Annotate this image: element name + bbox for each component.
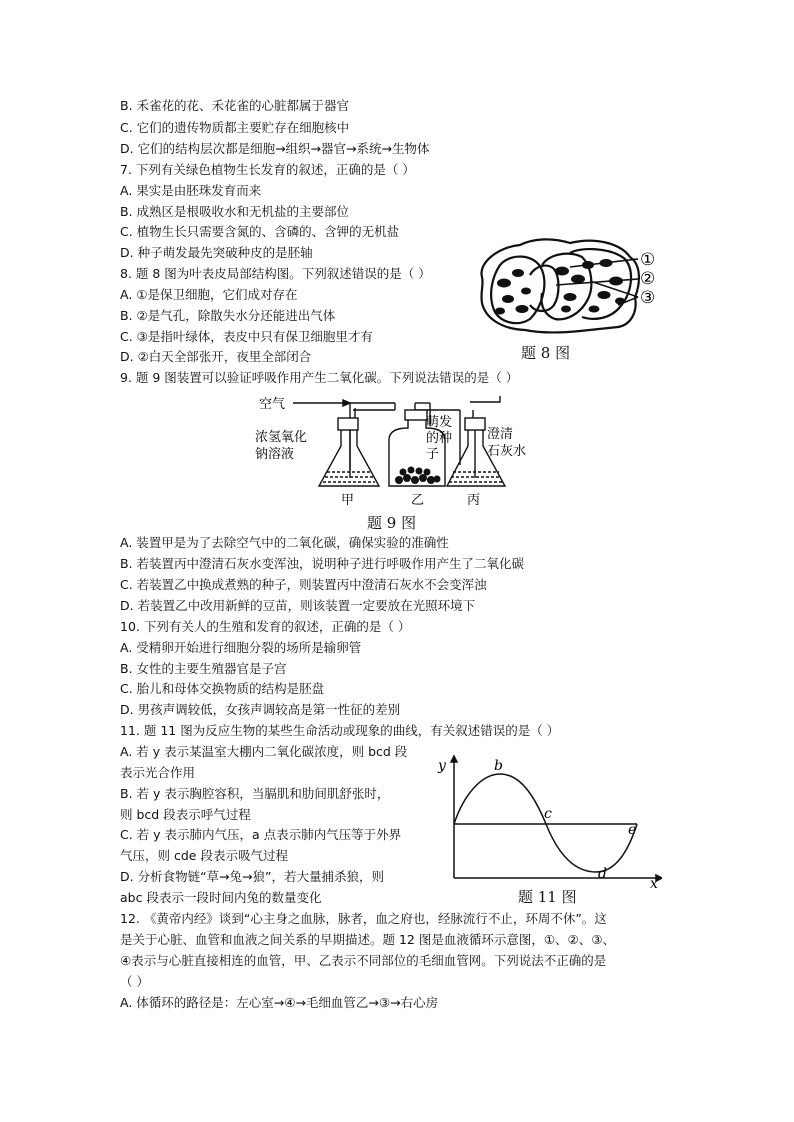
question-12-option-a: A. 体循环的路径是：左心室→④→毛细血管乙→③→右心房 bbox=[120, 995, 439, 1010]
right-solution-line1: 澄清 bbox=[487, 427, 514, 442]
question-11-option-d-line1: D. 分析食物链“草→兔→狼”，若大量捕杀狼，则 bbox=[120, 869, 384, 884]
seed-label-line2: 的种 bbox=[426, 431, 453, 446]
question-12-line3: ④表示与心脏直接相连的血管，甲、乙表示不同部位的毛细血管网。下列说法不正确的是 bbox=[120, 953, 607, 968]
bottle-yi-label: 乙 bbox=[411, 493, 425, 508]
point-b-label: b bbox=[494, 758, 503, 774]
left-solution-line1: 浓氢氧化 bbox=[255, 430, 308, 445]
air-label: 空气 bbox=[259, 397, 286, 412]
figure-8-label-3: ③ bbox=[640, 288, 656, 308]
question-8-option-a: A. ①是保卫细胞，它们成对存在 bbox=[120, 287, 298, 302]
question-11-option-d-line2: abc 段表示一段时间内兔的数量变化 bbox=[120, 890, 322, 905]
question-9-stem: 9. 题 9 图装置可以验证呼吸作用产生二氧化碳。下列说法错误的是（ ） bbox=[120, 370, 519, 385]
right-solution-line2: 石灰水 bbox=[487, 444, 527, 459]
figure-8-caption: 题 8 图 bbox=[521, 344, 571, 362]
flask-bing-label: 丙 bbox=[467, 493, 481, 508]
question-11-option-c-line1: C. 若 y 表示肺内气压，a 点表示肺内气压等于外界 bbox=[120, 827, 402, 842]
option-c-text: C. 它们的遗传物质都主要贮存在细胞核中 bbox=[120, 120, 350, 135]
flask-jia-label: 甲 bbox=[341, 493, 355, 508]
question-11-option-b-line1: B. 若 y 表示胸腔容积，当膈肌和肋间肌舒张时， bbox=[120, 786, 390, 801]
point-e-label: e bbox=[628, 822, 637, 838]
x-axis-label: x bbox=[650, 876, 658, 889]
question-7-option-d: D. 种子萌发最先突破种皮的是胚轴 bbox=[120, 245, 313, 260]
question-8-option-c: C. ③是指叶绿体，表皮中只有保卫细胞里才有 bbox=[120, 329, 373, 344]
question-11-option-a-line1: A. 若 y 表示某温室大棚内二氧化碳浓度，则 bcd 段 bbox=[120, 744, 408, 759]
figure-11 bbox=[432, 754, 662, 889]
question-11-option-b-line2: 则 bcd 段表示呼气过程 bbox=[120, 807, 251, 822]
question-10-option-d: D. 男孩声调较低，女孩声调较高是第一性征的差别 bbox=[120, 702, 401, 717]
question-10-option-a: A. 受精卵开始进行细胞分裂的场所是输卵管 bbox=[120, 640, 362, 655]
question-8-option-d: D. ②白天全部张开，夜里全部闭合 bbox=[120, 349, 312, 364]
question-10-option-c: C. 胎儿和母体交换物质的结构是胚盘 bbox=[120, 681, 325, 696]
point-d-label: d bbox=[598, 866, 607, 882]
question-11-option-c-line2: 气压，则 cde 段表示吸气过程 bbox=[120, 848, 288, 863]
seed-label-line3: 子 bbox=[426, 447, 440, 462]
question-8-stem: 8. 题 8 图为叶表皮局部结构图。下列叙述错误的是（ ） bbox=[120, 266, 431, 281]
question-11-stem: 11. 题 11 图为反应生物的某些生命活动或现象的曲线，有关叙述错误的是（ ） bbox=[120, 723, 560, 738]
question-9-option-c: C. 若装置乙中换成煮熟的种子，则装置丙中澄清石灰水不会变浑浊 bbox=[120, 577, 487, 592]
figure-8-label-1: ① bbox=[640, 250, 656, 270]
point-c-label: c bbox=[544, 806, 552, 822]
question-7-option-c: C. 植物生长只需要含氮的、含磷的、含钾的无机盐 bbox=[120, 224, 400, 239]
figure-8-label-2: ② bbox=[640, 269, 656, 289]
figure-11-caption: 题 11 图 bbox=[518, 888, 577, 906]
figure-9-caption: 题 9 图 bbox=[367, 514, 417, 532]
question-12-line2: 是关于心脏、血管和血液之间关系的早期描述。题 12 图是血液循环示意图，①、②、③、 bbox=[120, 932, 615, 947]
question-8-option-b: B. ②是气孔，除散失水分还能进出气体 bbox=[120, 308, 336, 323]
question-12-line1: 12. 《黄帝内经》谈到“心主身之血脉，脉者，血之府也，经脉流行不止，环周不休”。这 bbox=[120, 911, 607, 926]
question-7-option-b: B. 成熟区是根吸收水和无机盐的主要部位 bbox=[120, 204, 350, 219]
question-9-option-a: A. 装置甲是为了去除空气中的二氧化碳，确保实验的准确性 bbox=[120, 535, 449, 550]
question-9-option-b: B. 若装置丙中澄清石灰水变浑浊，说明种子进行呼吸作用产生了二氧化碳 bbox=[120, 556, 525, 571]
left-solution-line2: 钠溶液 bbox=[255, 447, 295, 462]
question-7-stem: 7. 下列有关绿色植物生长发育的叙述，正确的是（ ） bbox=[120, 162, 415, 177]
question-11-option-a-line2: 表示光合作用 bbox=[120, 765, 196, 780]
question-9-option-d: D. 若装置乙中改用新鲜的豆苗，则该装置一定要放在光照环境下 bbox=[120, 598, 476, 613]
question-10-option-b: B. 女性的主要生殖器官是子宫 bbox=[120, 661, 287, 676]
y-axis-label: y bbox=[438, 758, 446, 774]
option-b-text: B. 禾雀花的花、禾花雀的心脏都属于器官 bbox=[120, 98, 350, 113]
question-7-option-a: A. 果实是由胚珠发育而来 bbox=[120, 183, 262, 198]
question-10-stem: 10. 下列有关人的生殖和发育的叙述，正确的是（ ） bbox=[120, 619, 411, 634]
option-d-text: D. 它们的结构层次都是细胞→组织→器官→系统→生物体 bbox=[120, 141, 430, 156]
curve-graph bbox=[432, 754, 662, 889]
seed-label-line1: 萌发 bbox=[426, 415, 453, 430]
question-12-line4: （ ） bbox=[120, 974, 149, 989]
